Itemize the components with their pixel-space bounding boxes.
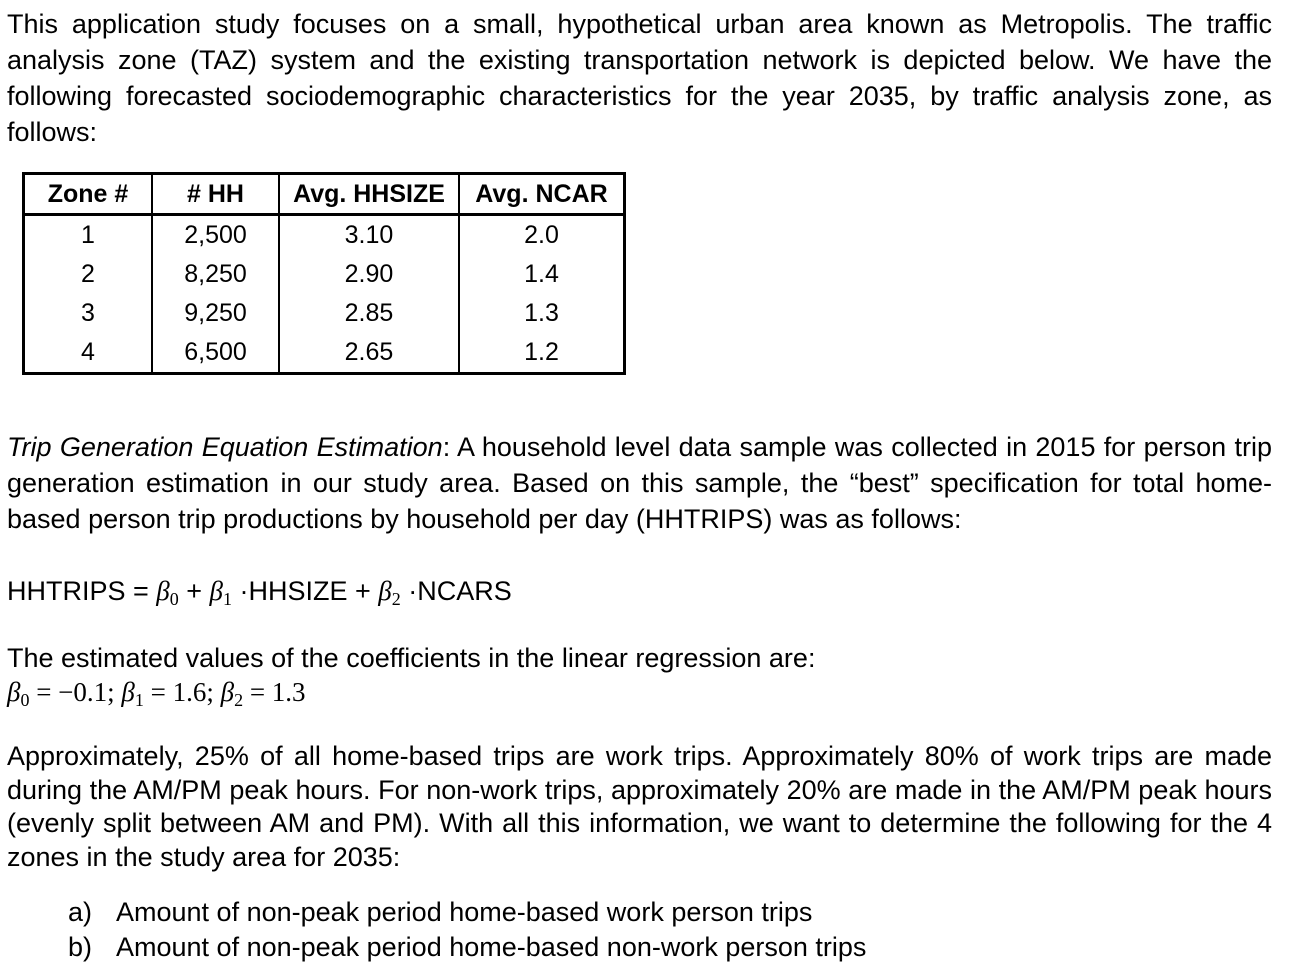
- cell-hhsize: 2.65: [279, 333, 459, 374]
- coef-beta-1-symbol: β: [121, 677, 135, 707]
- beta-0-symbol: β: [156, 576, 170, 606]
- coef-beta-1-subscript: 1: [134, 690, 144, 710]
- header-zone: Zone #: [24, 174, 153, 215]
- beta-0-subscript: 0: [169, 589, 179, 609]
- header-ncar: Avg. NCAR: [459, 174, 625, 215]
- cell-zone: 4: [24, 333, 153, 374]
- hhtrips-equation: [7, 573, 512, 617]
- coefficient-values: [7, 674, 306, 718]
- equation-lhs: HHTRIPS =: [7, 576, 157, 606]
- cell-zone: 2: [24, 255, 153, 294]
- coef-beta-0-subscript: 0: [20, 690, 30, 710]
- zone-characteristics-table: [22, 172, 626, 375]
- trip-generation-paragraph: [7, 429, 1272, 537]
- equation-ncars-term: ·NCARS: [400, 576, 512, 606]
- cell-hh: 6,500: [152, 333, 279, 374]
- table-header-row: [24, 174, 625, 215]
- coef-beta-0-symbol: β: [7, 677, 21, 707]
- table-row: [24, 294, 625, 333]
- cell-zone: 1: [24, 215, 153, 256]
- table-row: [24, 333, 625, 374]
- question-text: Amount of non-peak period home-based work person trips: [116, 897, 813, 927]
- trip-generation-text: : A household level data sample was collected in 2015 for person trip generation estimation in our study area. Based on this sample, the “best” specification for total home-based person trip productions by household per day (HHTRIPS) was as follows:: [7, 432, 1272, 534]
- cell-hh: 2,500: [152, 215, 279, 256]
- trip-generation-title: Trip Generation Equation Estimation: [7, 432, 443, 462]
- cell-ncar: 1.2: [524, 338, 559, 366]
- coef-beta-2-subscript: 2: [234, 690, 244, 710]
- equation-hhsize-term: ·HHSIZE +: [231, 576, 379, 606]
- coef-beta-2-symbol: β: [220, 677, 235, 707]
- question-marker: a): [68, 897, 93, 927]
- header-hhsize: Avg. HHSIZE: [279, 174, 459, 215]
- cell-hhsize: 2.85: [279, 294, 459, 333]
- table-row: [24, 255, 625, 294]
- cell-hhsize: 2.90: [279, 255, 459, 294]
- equation-plus: +: [178, 576, 210, 606]
- approximation-paragraph: Approximately, 25% of all home-based trips are work trips. Approximately 80% of work trips are made during the AM/PM peak hours. For non-work trips, approximately 20% are made in the AM/PM peak hours (evenly split between AM and PM). With all this information, we want to determine the following for the 4 zones in the study area for 2035:: [7, 741, 1272, 872]
- cell-ncar: 1.3: [524, 299, 559, 327]
- beta-2-subscript: 2: [391, 589, 401, 609]
- cell-zone: 3: [24, 294, 153, 333]
- cell-hh: 9,250: [152, 294, 279, 333]
- beta-2-symbol: β: [378, 576, 392, 606]
- cell-ncar: 2.0: [524, 221, 559, 249]
- list-item: [68, 895, 866, 930]
- question-list: [68, 895, 866, 965]
- cell-hh: 8,250: [152, 255, 279, 294]
- list-item: [68, 930, 866, 965]
- cell-hhsize: 3.10: [279, 215, 459, 256]
- coef-beta-0-value: = −0.1;: [29, 677, 122, 707]
- question-marker: b): [68, 932, 93, 962]
- table-row: [24, 215, 625, 256]
- beta-1-subscript: 1: [222, 589, 232, 609]
- header-hh: # HH: [152, 174, 279, 215]
- intro-paragraph: This application study focuses on a small, hypothetical urban area known as Metropolis. The traffic analysis zone (TAZ) system and the existing transportation network is depicted below. We have the following forecasted sociodemographic characteristics for the year 2035, by traffic analysis zone, as follows:: [7, 9, 1272, 147]
- coefficients-intro: The estimated values of the coefficients in the linear regression are:: [7, 643, 816, 673]
- coef-beta-2-value: = 1.3: [243, 677, 306, 707]
- cell-ncar: 1.4: [524, 260, 559, 288]
- coef-beta-1-value: = 1.6;: [143, 677, 221, 707]
- question-text: Amount of non-peak period home-based non-work person trips: [116, 932, 867, 962]
- beta-1-symbol: β: [209, 576, 223, 606]
